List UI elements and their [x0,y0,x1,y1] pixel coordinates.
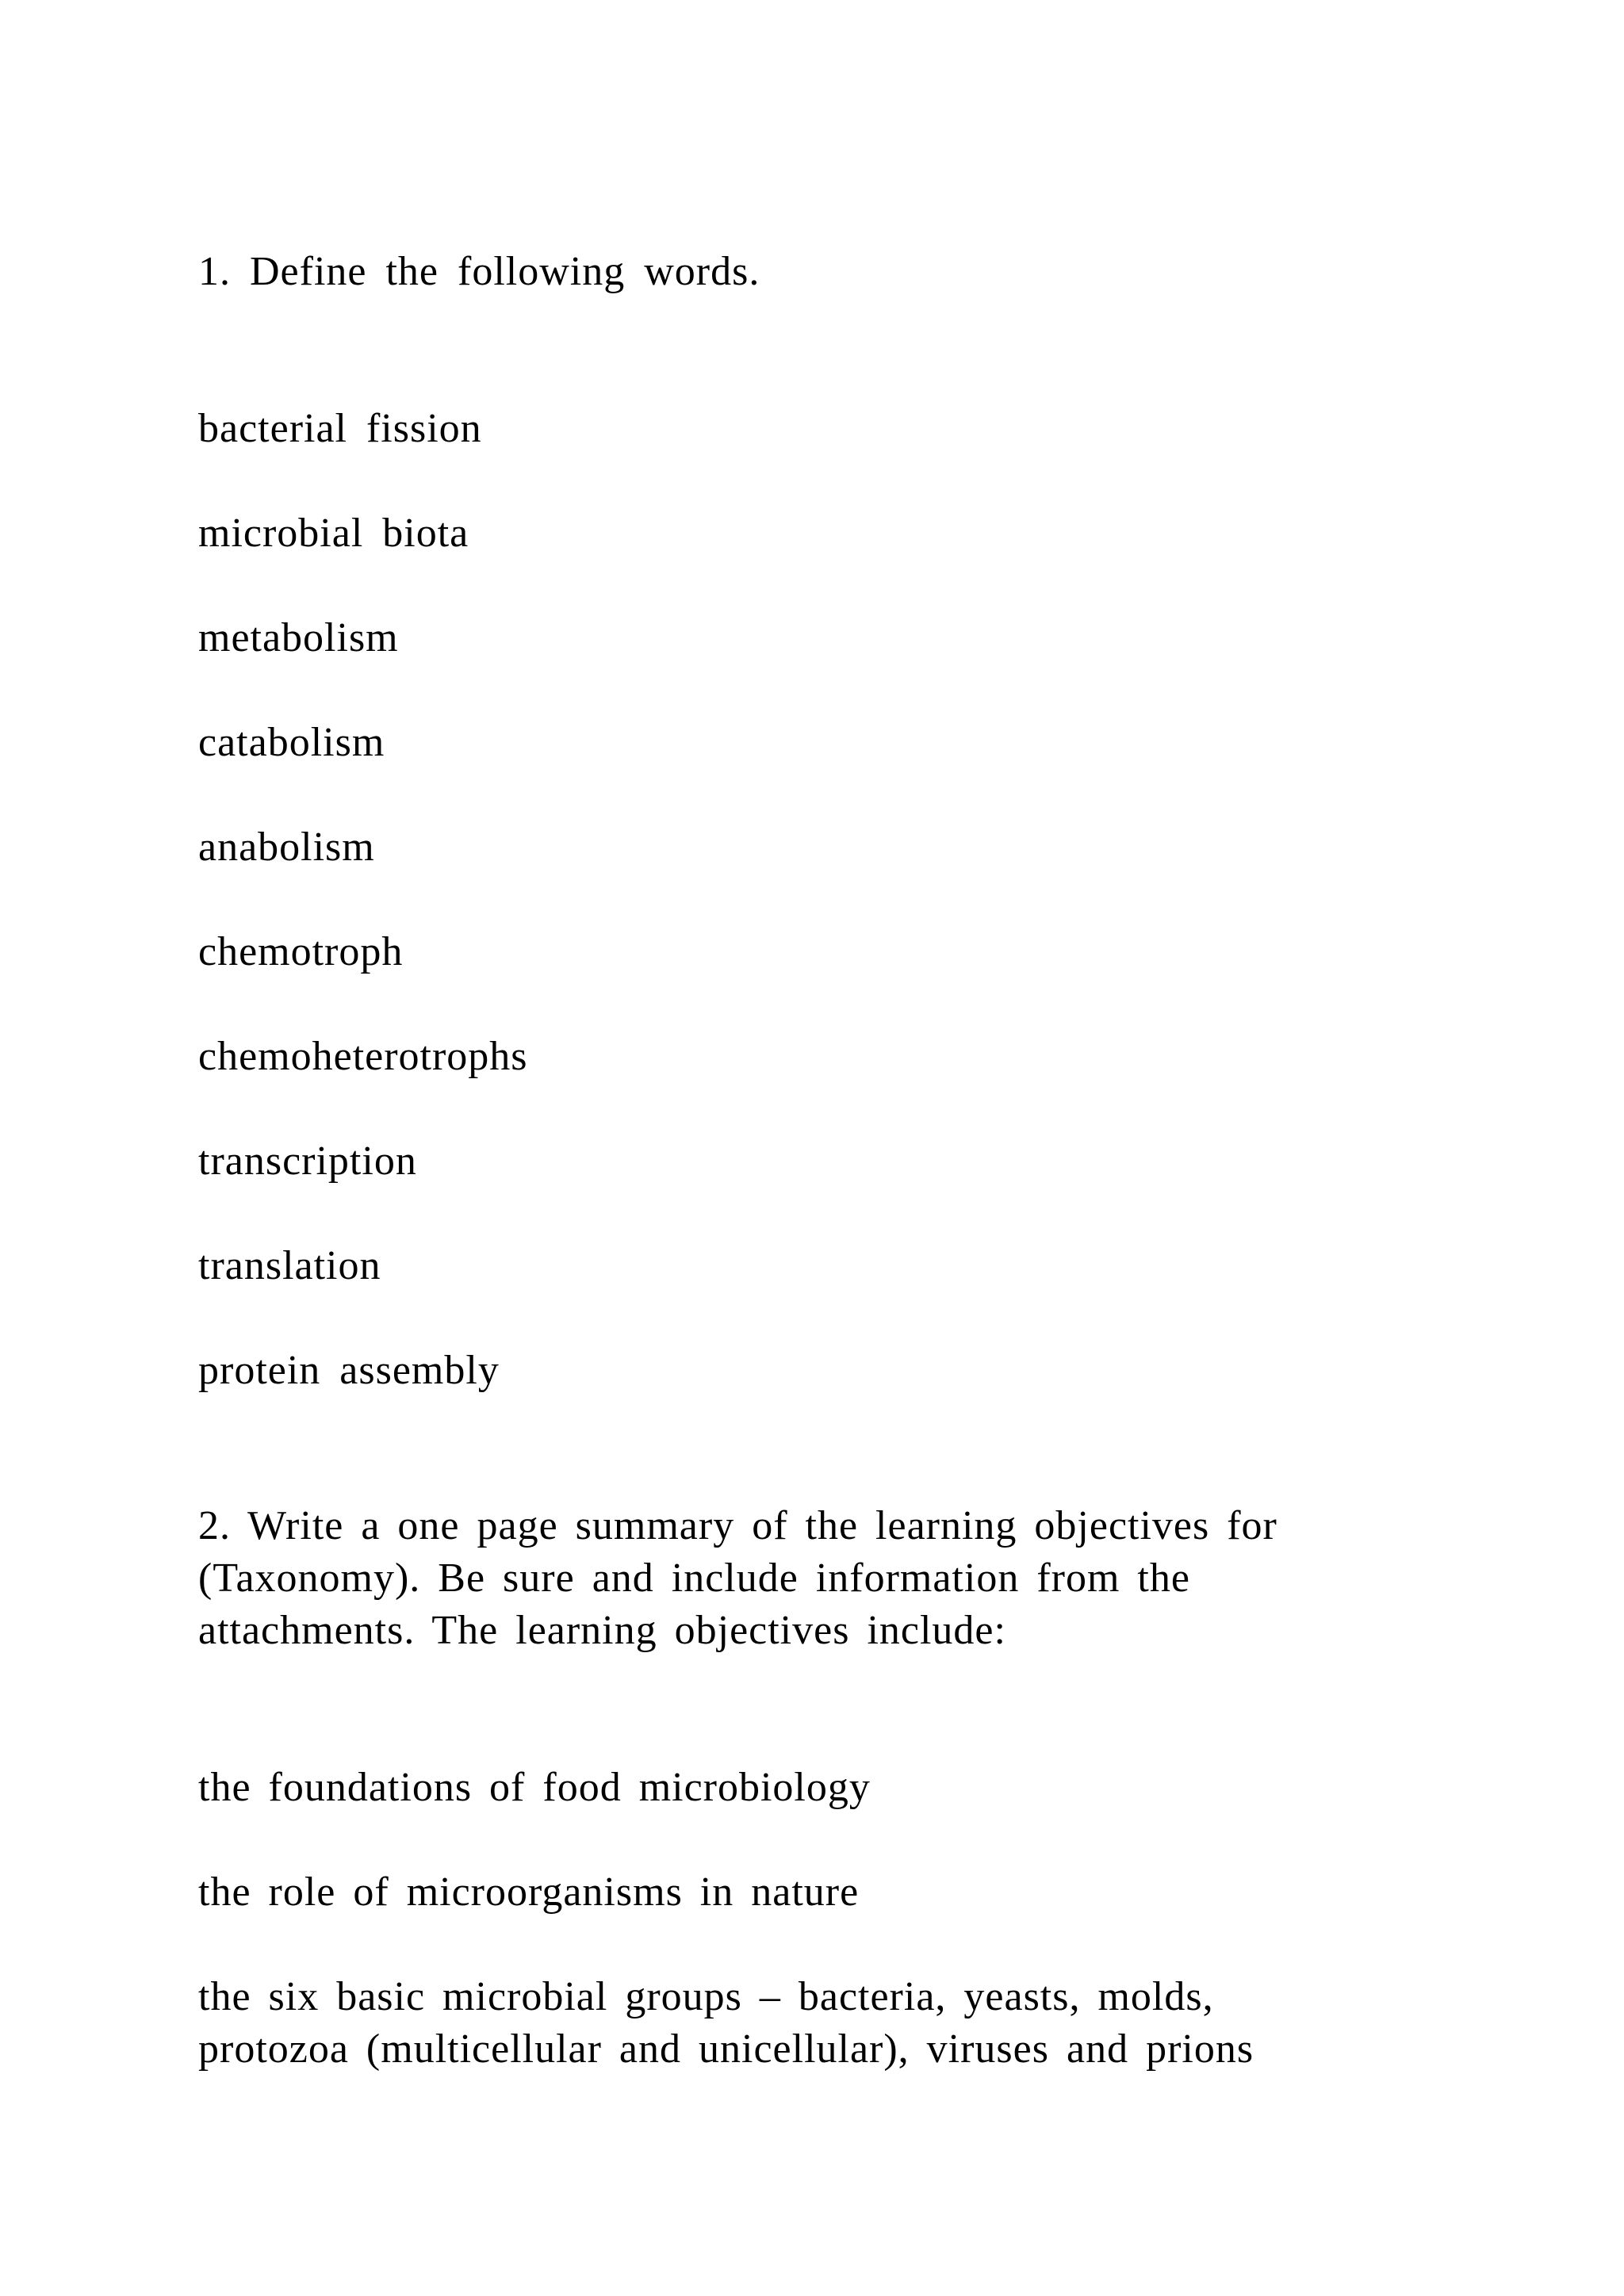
question-2-line: 2. Write a one page summary of the learning objectives for [198,1503,1277,1548]
term-transcription: transcription [198,1138,417,1184]
objective-six-microbial-groups [198,1971,1435,2076]
objective-line: the role of microorganisms in nature [198,1869,860,1915]
question-1-heading: 1. Define the following words. [198,249,760,294]
question-2-line: (Taxonomy). Be sure and include information from the [198,1556,1190,1601]
term-metabolism: metabolism [198,615,399,660]
term-microbial-biota: microbial biota [198,511,469,556]
term-catabolism: catabolism [198,720,385,765]
term-anabolism: anabolism [198,825,375,870]
objective-food-microbiology [198,1762,1435,1814]
term-translation: translation [198,1243,381,1288]
term-bacterial-fission: bacterial fission [198,406,482,451]
question-2-line: attachments. The learning objectives include: [198,1608,1006,1653]
question-2-paragraph [198,1500,1435,1657]
term-chemotroph: chemotroph [198,929,404,974]
objective-line: protozoa (multicellular and unicellular), viruses and prions [198,2026,1254,2072]
term-protein-assembly: protein assembly [198,1348,500,1393]
objective-line: the foundations of food microbiology [198,1765,871,1810]
term-chemoheterotrophs: chemoheterotrophs [198,1034,528,1079]
objective-line: the six basic microbial groups – bacteria, yeasts, molds, [198,1974,1214,2019]
objective-role-of-microorganisms [198,1866,1435,1919]
